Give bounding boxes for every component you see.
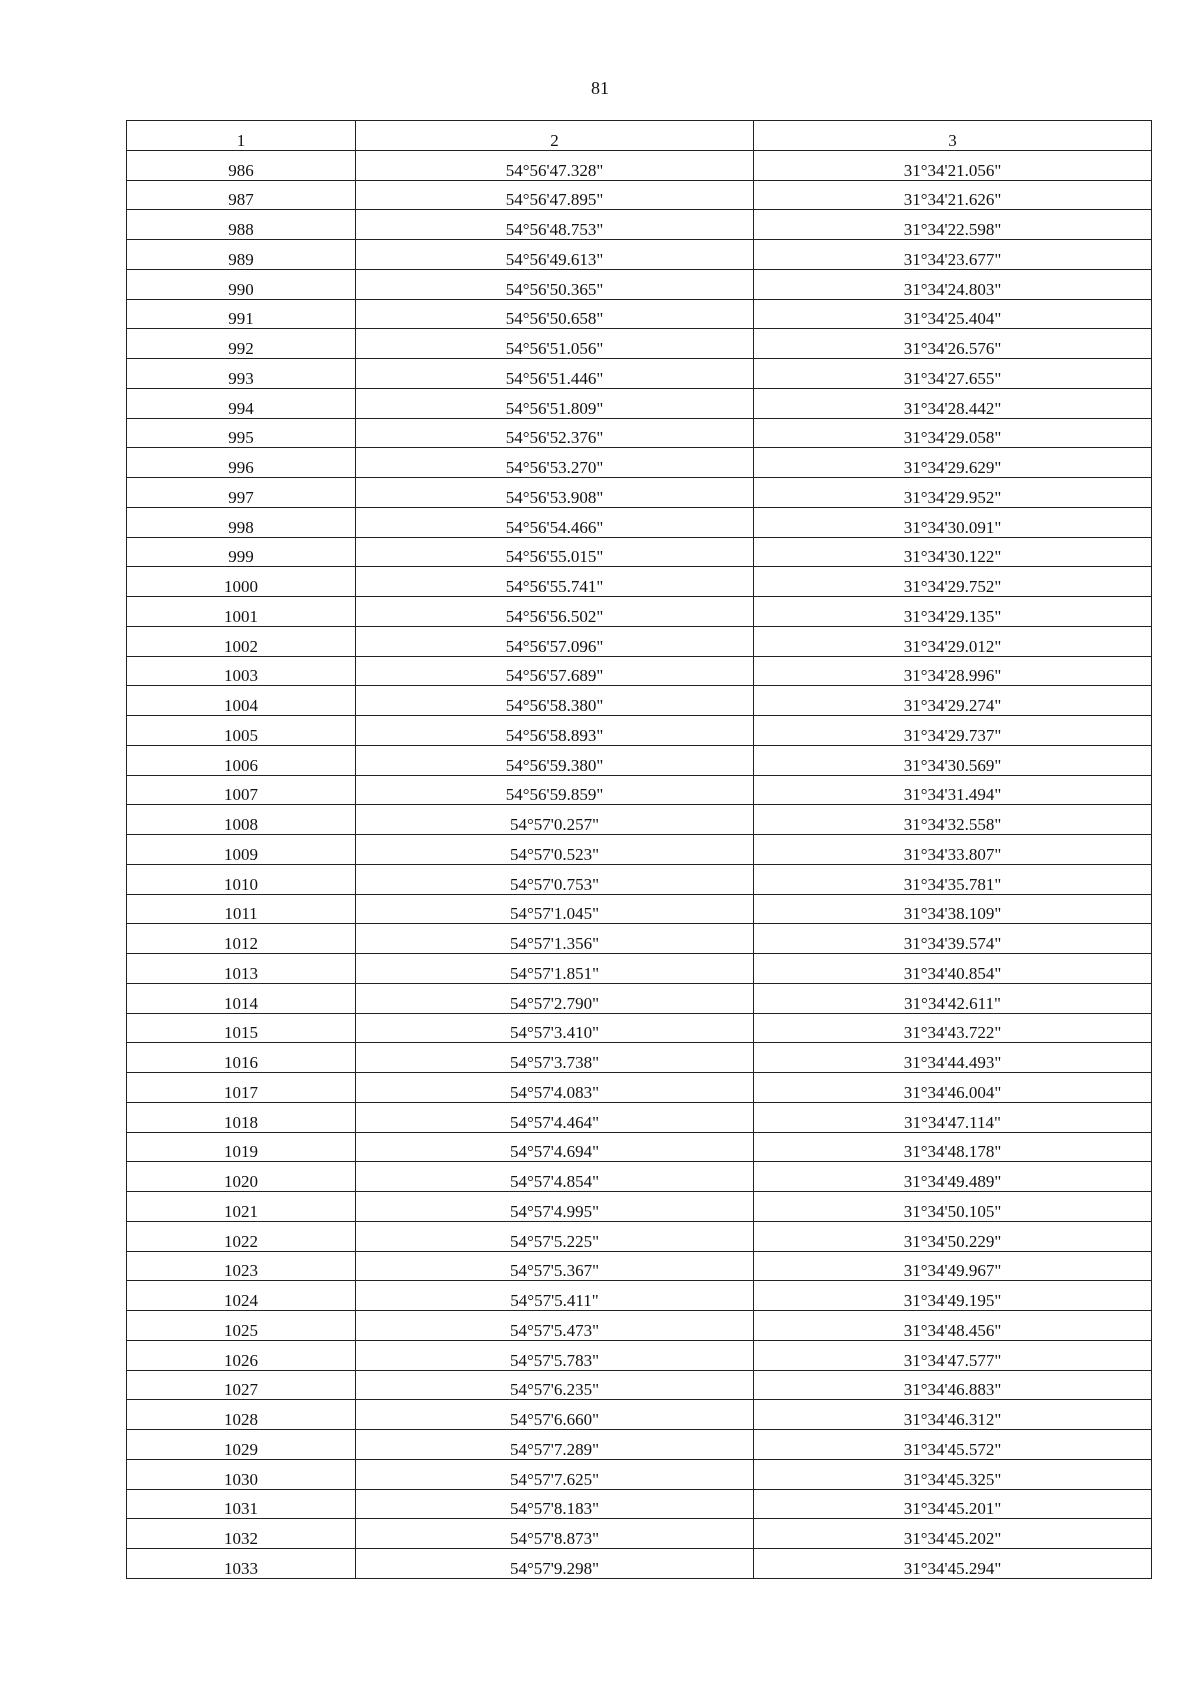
longitude-cell: 31°34'31.494" xyxy=(754,775,1152,805)
longitude-cell: 31°34'25.404" xyxy=(754,299,1152,329)
latitude-cell: 54°56'50.365" xyxy=(356,269,754,299)
longitude-cell: 31°34'24.803" xyxy=(754,269,1152,299)
point-number-cell: 1016 xyxy=(127,1043,356,1073)
table-row xyxy=(127,716,1152,746)
column-header-latitude: 2 xyxy=(356,121,754,151)
point-number-cell: 1025 xyxy=(127,1311,356,1341)
table-row xyxy=(127,1519,1152,1549)
longitude-cell: 31°34'30.091" xyxy=(754,507,1152,537)
point-number-cell: 1007 xyxy=(127,775,356,805)
longitude-cell: 31°34'43.722" xyxy=(754,1013,1152,1043)
table-row xyxy=(127,1073,1152,1103)
latitude-cell: 54°57'1.045" xyxy=(356,894,754,924)
latitude-cell: 54°57'7.625" xyxy=(356,1459,754,1489)
latitude-cell: 54°57'5.225" xyxy=(356,1221,754,1251)
point-number-cell: 1014 xyxy=(127,983,356,1013)
longitude-cell: 31°34'46.312" xyxy=(754,1400,1152,1430)
longitude-cell: 31°34'45.202" xyxy=(754,1519,1152,1549)
point-number-cell: 1022 xyxy=(127,1221,356,1251)
longitude-cell: 31°34'29.274" xyxy=(754,686,1152,716)
longitude-cell: 31°34'42.611" xyxy=(754,983,1152,1013)
table-row xyxy=(127,1251,1152,1281)
latitude-cell: 54°56'49.613" xyxy=(356,240,754,270)
latitude-cell: 54°56'53.908" xyxy=(356,478,754,508)
longitude-cell: 31°34'33.807" xyxy=(754,835,1152,865)
latitude-cell: 54°57'5.411" xyxy=(356,1281,754,1311)
longitude-cell: 31°34'39.574" xyxy=(754,924,1152,954)
point-number-cell: 1018 xyxy=(127,1102,356,1132)
point-number-cell: 990 xyxy=(127,269,356,299)
longitude-cell: 31°34'29.629" xyxy=(754,448,1152,478)
table-row xyxy=(127,656,1152,686)
table-row xyxy=(127,210,1152,240)
latitude-cell: 54°56'57.096" xyxy=(356,626,754,656)
latitude-cell: 54°56'58.893" xyxy=(356,716,754,746)
latitude-cell: 54°56'55.741" xyxy=(356,567,754,597)
longitude-cell: 31°34'45.201" xyxy=(754,1489,1152,1519)
latitude-cell: 54°57'8.873" xyxy=(356,1519,754,1549)
table-row xyxy=(127,269,1152,299)
longitude-cell: 31°34'30.569" xyxy=(754,745,1152,775)
longitude-cell: 31°34'28.996" xyxy=(754,656,1152,686)
point-number-cell: 1027 xyxy=(127,1370,356,1400)
longitude-cell: 31°34'38.109" xyxy=(754,894,1152,924)
point-number-cell: 1019 xyxy=(127,1132,356,1162)
latitude-cell: 54°56'55.015" xyxy=(356,537,754,567)
point-number-cell: 999 xyxy=(127,537,356,567)
point-number-cell: 1023 xyxy=(127,1251,356,1281)
latitude-cell: 54°56'48.753" xyxy=(356,210,754,240)
table-row xyxy=(127,894,1152,924)
table-row xyxy=(127,626,1152,656)
point-number-cell: 1008 xyxy=(127,805,356,835)
point-number-cell: 1002 xyxy=(127,626,356,656)
point-number-cell: 1011 xyxy=(127,894,356,924)
latitude-cell: 54°57'7.289" xyxy=(356,1430,754,1460)
column-header-longitude: 3 xyxy=(754,121,1152,151)
latitude-cell: 54°56'52.376" xyxy=(356,418,754,448)
point-number-cell: 1003 xyxy=(127,656,356,686)
table-row xyxy=(127,478,1152,508)
table-row xyxy=(127,1549,1152,1579)
table-row xyxy=(127,329,1152,359)
table-row xyxy=(127,180,1152,210)
latitude-cell: 54°57'1.356" xyxy=(356,924,754,954)
point-number-cell: 1017 xyxy=(127,1073,356,1103)
latitude-cell: 54°56'58.380" xyxy=(356,686,754,716)
table-row xyxy=(127,983,1152,1013)
latitude-cell: 54°57'3.738" xyxy=(356,1043,754,1073)
column-header-number: 1 xyxy=(127,121,356,151)
longitude-cell: 31°34'35.781" xyxy=(754,864,1152,894)
longitude-cell: 31°34'49.195" xyxy=(754,1281,1152,1311)
table-row xyxy=(127,359,1152,389)
table-row xyxy=(127,864,1152,894)
point-number-cell: 998 xyxy=(127,507,356,537)
table-row xyxy=(127,1400,1152,1430)
point-number-cell: 989 xyxy=(127,240,356,270)
table-header xyxy=(127,121,1152,151)
table-row xyxy=(127,1162,1152,1192)
point-number-cell: 988 xyxy=(127,210,356,240)
latitude-cell: 54°56'51.446" xyxy=(356,359,754,389)
point-number-cell: 1000 xyxy=(127,567,356,597)
longitude-cell: 31°34'45.325" xyxy=(754,1459,1152,1489)
longitude-cell: 31°34'21.626" xyxy=(754,180,1152,210)
latitude-cell: 54°57'6.660" xyxy=(356,1400,754,1430)
longitude-cell: 31°34'47.577" xyxy=(754,1340,1152,1370)
latitude-cell: 54°57'5.783" xyxy=(356,1340,754,1370)
table-row xyxy=(127,1311,1152,1341)
longitude-cell: 31°34'29.058" xyxy=(754,418,1152,448)
table-row xyxy=(127,1192,1152,1222)
longitude-cell: 31°34'29.135" xyxy=(754,597,1152,627)
latitude-cell: 54°57'5.473" xyxy=(356,1311,754,1341)
point-number-cell: 1020 xyxy=(127,1162,356,1192)
table-row xyxy=(127,1013,1152,1043)
point-number-cell: 1021 xyxy=(127,1192,356,1222)
table-body xyxy=(127,150,1152,1578)
header-row xyxy=(127,121,1152,151)
table-row xyxy=(127,954,1152,984)
table-row xyxy=(127,805,1152,835)
latitude-cell: 54°57'4.854" xyxy=(356,1162,754,1192)
latitude-cell: 54°57'0.753" xyxy=(356,864,754,894)
latitude-cell: 54°57'5.367" xyxy=(356,1251,754,1281)
latitude-cell: 54°56'47.895" xyxy=(356,180,754,210)
latitude-cell: 54°57'4.464" xyxy=(356,1102,754,1132)
table-row xyxy=(127,1132,1152,1162)
longitude-cell: 31°34'45.294" xyxy=(754,1549,1152,1579)
latitude-cell: 54°57'8.183" xyxy=(356,1489,754,1519)
point-number-cell: 986 xyxy=(127,150,356,180)
latitude-cell: 54°56'56.502" xyxy=(356,597,754,627)
longitude-cell: 31°34'40.854" xyxy=(754,954,1152,984)
point-number-cell: 996 xyxy=(127,448,356,478)
table-row xyxy=(127,597,1152,627)
point-number-cell: 1024 xyxy=(127,1281,356,1311)
table-row xyxy=(127,507,1152,537)
table-row xyxy=(127,567,1152,597)
table-row xyxy=(127,686,1152,716)
coordinates-table xyxy=(126,120,1152,1579)
longitude-cell: 31°34'21.056" xyxy=(754,150,1152,180)
latitude-cell: 54°57'4.995" xyxy=(356,1192,754,1222)
latitude-cell: 54°57'0.523" xyxy=(356,835,754,865)
point-number-cell: 1010 xyxy=(127,864,356,894)
table-row xyxy=(127,240,1152,270)
point-number-cell: 1013 xyxy=(127,954,356,984)
point-number-cell: 994 xyxy=(127,388,356,418)
point-number-cell: 997 xyxy=(127,478,356,508)
latitude-cell: 54°57'6.235" xyxy=(356,1370,754,1400)
table-row xyxy=(127,745,1152,775)
table-row xyxy=(127,1459,1152,1489)
longitude-cell: 31°34'26.576" xyxy=(754,329,1152,359)
table-row xyxy=(127,299,1152,329)
longitude-cell: 31°34'47.114" xyxy=(754,1102,1152,1132)
point-number-cell: 1009 xyxy=(127,835,356,865)
table-row xyxy=(127,924,1152,954)
longitude-cell: 31°34'29.012" xyxy=(754,626,1152,656)
point-number-cell: 993 xyxy=(127,359,356,389)
table-row xyxy=(127,1370,1152,1400)
latitude-cell: 54°56'59.859" xyxy=(356,775,754,805)
latitude-cell: 54°57'4.694" xyxy=(356,1132,754,1162)
page-number: 81 xyxy=(591,78,609,98)
latitude-cell: 54°56'53.270" xyxy=(356,448,754,478)
point-number-cell: 1004 xyxy=(127,686,356,716)
table-row xyxy=(127,1430,1152,1460)
table-row xyxy=(127,537,1152,567)
point-number-cell: 1012 xyxy=(127,924,356,954)
point-number-cell: 1031 xyxy=(127,1489,356,1519)
latitude-cell: 54°57'4.083" xyxy=(356,1073,754,1103)
point-number-cell: 1001 xyxy=(127,597,356,627)
table-row xyxy=(127,1043,1152,1073)
longitude-cell: 31°34'49.489" xyxy=(754,1162,1152,1192)
latitude-cell: 54°56'50.658" xyxy=(356,299,754,329)
table-row xyxy=(127,418,1152,448)
longitude-cell: 31°34'48.178" xyxy=(754,1132,1152,1162)
longitude-cell: 31°34'50.105" xyxy=(754,1192,1152,1222)
longitude-cell: 31°34'29.737" xyxy=(754,716,1152,746)
longitude-cell: 31°34'48.456" xyxy=(754,1311,1152,1341)
point-number-cell: 1032 xyxy=(127,1519,356,1549)
point-number-cell: 991 xyxy=(127,299,356,329)
table-row xyxy=(127,1221,1152,1251)
point-number-cell: 1033 xyxy=(127,1549,356,1579)
point-number-cell: 995 xyxy=(127,418,356,448)
table-row xyxy=(127,835,1152,865)
point-number-cell: 1006 xyxy=(127,745,356,775)
longitude-cell: 31°34'30.122" xyxy=(754,537,1152,567)
longitude-cell: 31°34'27.655" xyxy=(754,359,1152,389)
latitude-cell: 54°57'1.851" xyxy=(356,954,754,984)
longitude-cell: 31°34'29.752" xyxy=(754,567,1152,597)
latitude-cell: 54°56'47.328" xyxy=(356,150,754,180)
point-number-cell: 1028 xyxy=(127,1400,356,1430)
longitude-cell: 31°34'29.952" xyxy=(754,478,1152,508)
longitude-cell: 31°34'23.677" xyxy=(754,240,1152,270)
longitude-cell: 31°34'50.229" xyxy=(754,1221,1152,1251)
point-number-cell: 1030 xyxy=(127,1459,356,1489)
latitude-cell: 54°56'54.466" xyxy=(356,507,754,537)
latitude-cell: 54°57'3.410" xyxy=(356,1013,754,1043)
longitude-cell: 31°34'45.572" xyxy=(754,1430,1152,1460)
longitude-cell: 31°34'46.883" xyxy=(754,1370,1152,1400)
latitude-cell: 54°56'59.380" xyxy=(356,745,754,775)
latitude-cell: 54°56'51.809" xyxy=(356,388,754,418)
latitude-cell: 54°57'2.790" xyxy=(356,983,754,1013)
table-row xyxy=(127,150,1152,180)
table-row xyxy=(127,448,1152,478)
latitude-cell: 54°57'9.298" xyxy=(356,1549,754,1579)
latitude-cell: 54°56'57.689" xyxy=(356,656,754,686)
latitude-cell: 54°56'51.056" xyxy=(356,329,754,359)
table-row xyxy=(127,1489,1152,1519)
point-number-cell: 1029 xyxy=(127,1430,356,1460)
table-row xyxy=(127,1340,1152,1370)
table-row xyxy=(127,1102,1152,1132)
table-row xyxy=(127,388,1152,418)
longitude-cell: 31°34'44.493" xyxy=(754,1043,1152,1073)
longitude-cell: 31°34'28.442" xyxy=(754,388,1152,418)
longitude-cell: 31°34'32.558" xyxy=(754,805,1152,835)
longitude-cell: 31°34'22.598" xyxy=(754,210,1152,240)
point-number-cell: 1015 xyxy=(127,1013,356,1043)
table-row xyxy=(127,1281,1152,1311)
point-number-cell: 992 xyxy=(127,329,356,359)
longitude-cell: 31°34'49.967" xyxy=(754,1251,1152,1281)
latitude-cell: 54°57'0.257" xyxy=(356,805,754,835)
table-row xyxy=(127,775,1152,805)
point-number-cell: 987 xyxy=(127,180,356,210)
longitude-cell: 31°34'46.004" xyxy=(754,1073,1152,1103)
point-number-cell: 1005 xyxy=(127,716,356,746)
point-number-cell: 1026 xyxy=(127,1340,356,1370)
